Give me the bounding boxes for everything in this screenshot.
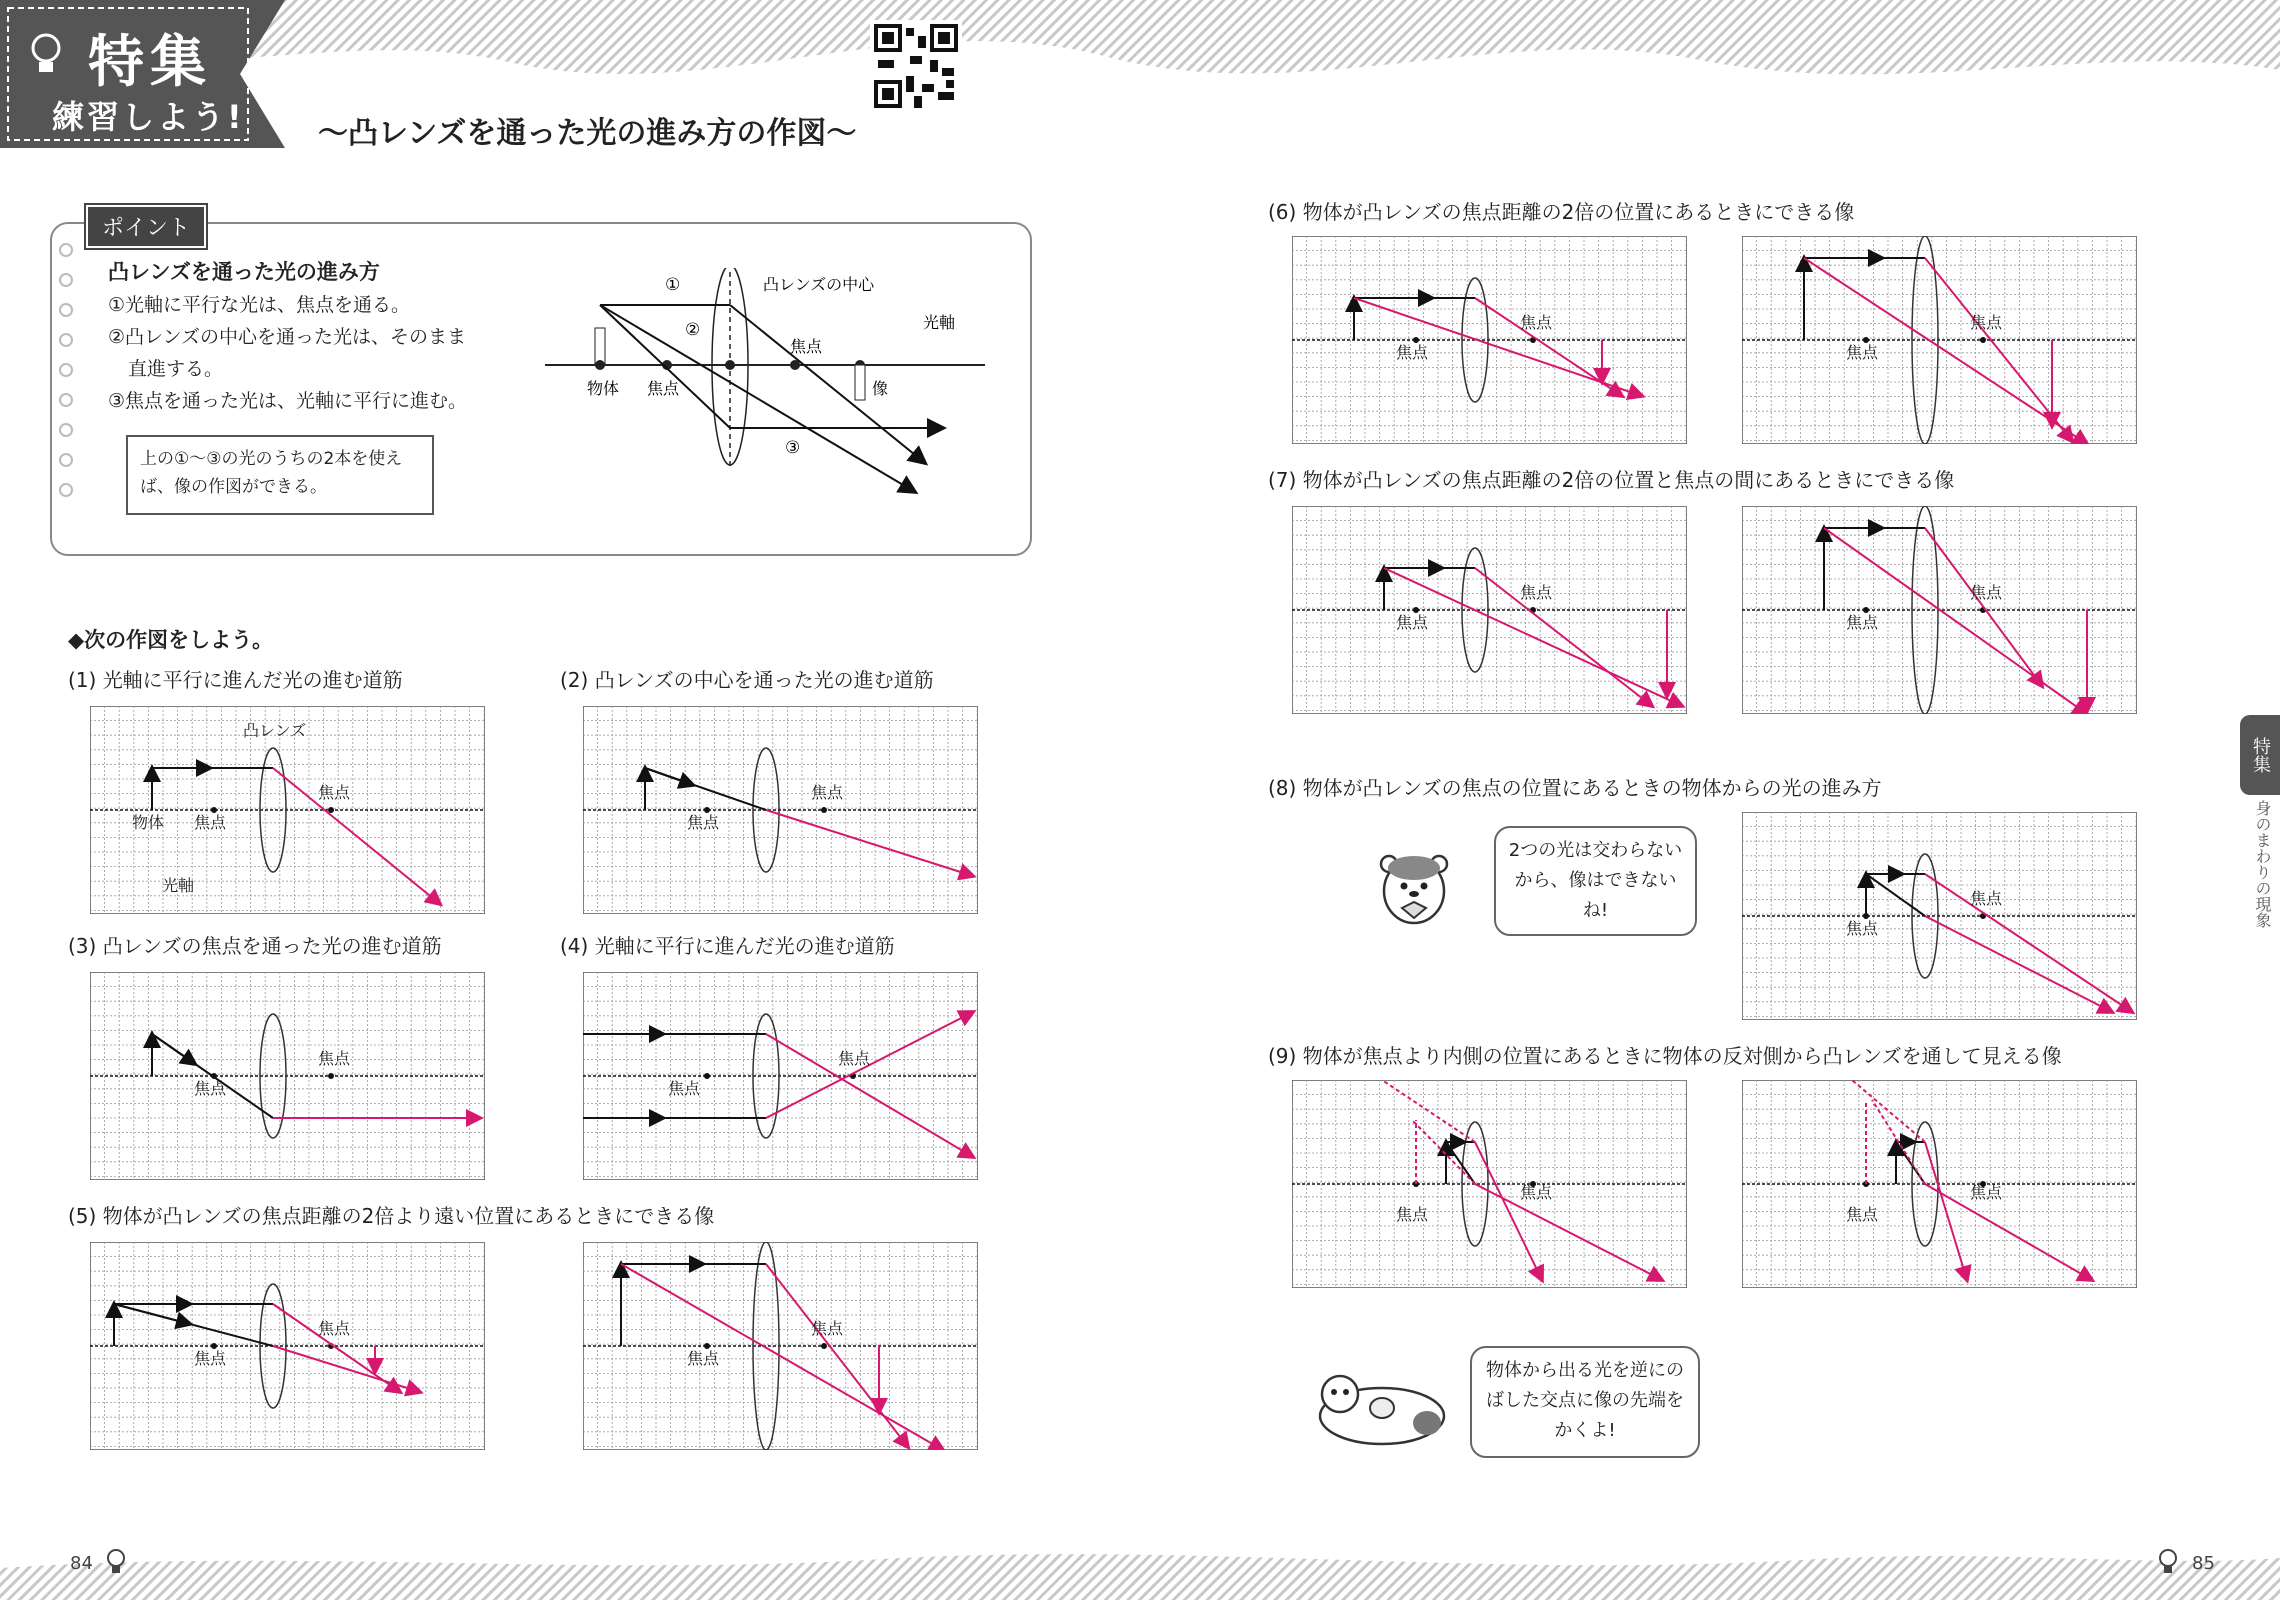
page-number-right: 85 <box>2192 1553 2215 1574</box>
svg-text:焦点: 焦点 <box>194 1079 227 1098</box>
grid-1 <box>90 706 485 914</box>
ray-label-3: ③ <box>785 438 801 458</box>
question-6: (6) 物体が凸レンズの焦点距離の2倍の位置にあるときにできる像 <box>1268 200 1855 224</box>
page-number-left: 84 <box>70 1553 93 1574</box>
focus-point <box>328 807 334 813</box>
grid-4 <box>583 972 978 1180</box>
grid-6b <box>1742 236 2137 444</box>
grid-7a <box>1292 506 1687 714</box>
svg-text:焦点: 焦点 <box>318 1049 351 1068</box>
grid-9a <box>1292 1080 1687 1288</box>
focus-point <box>704 1073 710 1079</box>
image-label: 像 <box>872 379 889 398</box>
svg-text:焦点: 焦点 <box>1396 1205 1429 1224</box>
svg-text:焦点: 焦点 <box>1970 583 2003 602</box>
otter-icon <box>1374 846 1454 926</box>
focus-point <box>821 1343 827 1349</box>
lightbulb-icon-left <box>104 1546 128 1578</box>
svg-text:焦点: 焦点 <box>1846 919 1879 938</box>
svg-text:焦点: 焦点 <box>687 1349 720 1368</box>
speech-bubble-2: 物体から出る光を逆にのばした交点に像の先端をかくよ! <box>1470 1346 1700 1458</box>
svg-text:焦点: 焦点 <box>1970 1183 2003 1202</box>
page-title: 〜凸レンズを通った光の進み方の作図〜 <box>318 116 857 151</box>
svg-text:焦点: 焦点 <box>1520 583 1553 602</box>
focus-point <box>821 807 827 813</box>
lightbulb-icon-right <box>2156 1546 2180 1578</box>
svg-text:焦点: 焦点 <box>1520 1183 1553 1202</box>
svg-text:焦点: 焦点 <box>1396 613 1429 632</box>
svg-text:焦点: 焦点 <box>668 1079 701 1098</box>
grid-2 <box>583 706 978 914</box>
grid-9b <box>1742 1080 2137 1288</box>
point-heading: 凸レンズを通った光の進み方 <box>108 260 380 284</box>
svg-text:焦点: 焦点 <box>811 1319 844 1338</box>
object-label: 物体 <box>587 379 620 398</box>
svg-text:焦点: 焦点 <box>1396 343 1429 362</box>
svg-text:焦点: 焦点 <box>318 783 351 802</box>
grid-7b <box>1742 506 2137 714</box>
grid-3 <box>90 972 485 1180</box>
object-label: 物体 <box>132 813 165 832</box>
side-tab-text: 身のまわりの現象 <box>2253 800 2272 928</box>
svg-text:焦点: 焦点 <box>1970 889 2003 908</box>
lightbulb-icon <box>26 30 66 78</box>
question-5: (5) 物体が凸レンズの焦点距離の2倍より遠い位置にあるときにできる像 <box>68 1204 715 1228</box>
grid-8 <box>1742 812 2137 1020</box>
note-box: 上の①〜③の光のうちの2本を使えば、像の作図ができる。 <box>126 435 434 515</box>
svg-text:焦点: 焦点 <box>811 783 844 802</box>
question-1: (1) 光軸に平行に進んだ光の進む道筋 <box>68 668 403 692</box>
side-tab[interactable]: 特集 <box>2240 715 2280 795</box>
qr-code[interactable] <box>870 20 962 112</box>
svg-text:焦点: 焦点 <box>1846 343 1879 362</box>
svg-text:焦点: 焦点 <box>838 1049 871 1068</box>
svg-text:焦点: 焦点 <box>1846 1205 1879 1224</box>
focus-point <box>328 1073 334 1079</box>
svg-text:焦点: 焦点 <box>194 1349 227 1368</box>
speech-bubble-1: 2つの光は交わらないから、像はできないね! <box>1494 826 1697 936</box>
point-line-3: 直進する。 <box>128 358 224 380</box>
ray-label-2: ② <box>685 320 701 340</box>
lens-label: 凸レンズ <box>243 721 307 740</box>
question-9: (9) 物体が焦点より内側の位置にあるときに物体の反対側から凸レンズを通して見える像 <box>1268 1044 2062 1068</box>
badge-title: 特集 <box>88 30 212 95</box>
ray-label-1: ① <box>665 275 681 295</box>
point-line-4: ③焦点を通った光は、光軸に平行に進む。 <box>108 390 468 412</box>
point-tab: ポイント <box>86 205 206 248</box>
svg-text:焦点: 焦点 <box>1970 313 2003 332</box>
question-4: (4) 光軸に平行に進んだ光の進む道筋 <box>560 934 895 958</box>
badge-subtitle: 練習しよう! <box>52 98 245 136</box>
grid-6a <box>1292 236 1687 444</box>
lens-center-label: 凸レンズの中心 <box>763 275 875 294</box>
point-diagram <box>545 268 995 508</box>
otter-floating-icon <box>1312 1368 1452 1450</box>
svg-text:焦点: 焦点 <box>687 813 720 832</box>
svg-text:焦点: 焦点 <box>318 1319 351 1338</box>
section-heading: ◆次の作図をしよう。 <box>68 628 274 652</box>
focus-label-left: 焦点 <box>647 379 680 398</box>
question-3: (3) 凸レンズの焦点を通った光の進む道筋 <box>68 934 442 958</box>
binder-holes <box>56 240 76 530</box>
svg-text:焦点: 焦点 <box>194 813 227 832</box>
footer-stripes <box>0 1538 2280 1600</box>
focus-point <box>1980 337 1986 343</box>
question-2: (2) 凸レンズの中心を通った光の進む道筋 <box>560 668 934 692</box>
axis-label: 光軸 <box>923 313 956 332</box>
point-line-2: ②凸レンズの中心を通った光は、そのまま <box>108 326 466 348</box>
svg-text:焦点: 焦点 <box>1846 613 1879 632</box>
question-7: (7) 物体が凸レンズの焦点距離の2倍の位置と焦点の間にあるときにできる像 <box>1268 468 1955 492</box>
point-line-1: ①光軸に平行な光は、焦点を通る。 <box>108 294 411 316</box>
grid-5a <box>90 1242 485 1450</box>
grid-5b <box>583 1242 978 1450</box>
question-8: (8) 物体が凸レンズの焦点の位置にあるときの物体からの光の進み方 <box>1268 776 1882 800</box>
axis-label: 光軸 <box>162 876 195 895</box>
svg-text:焦点: 焦点 <box>1520 313 1553 332</box>
focus-label-right: 焦点 <box>790 337 823 356</box>
